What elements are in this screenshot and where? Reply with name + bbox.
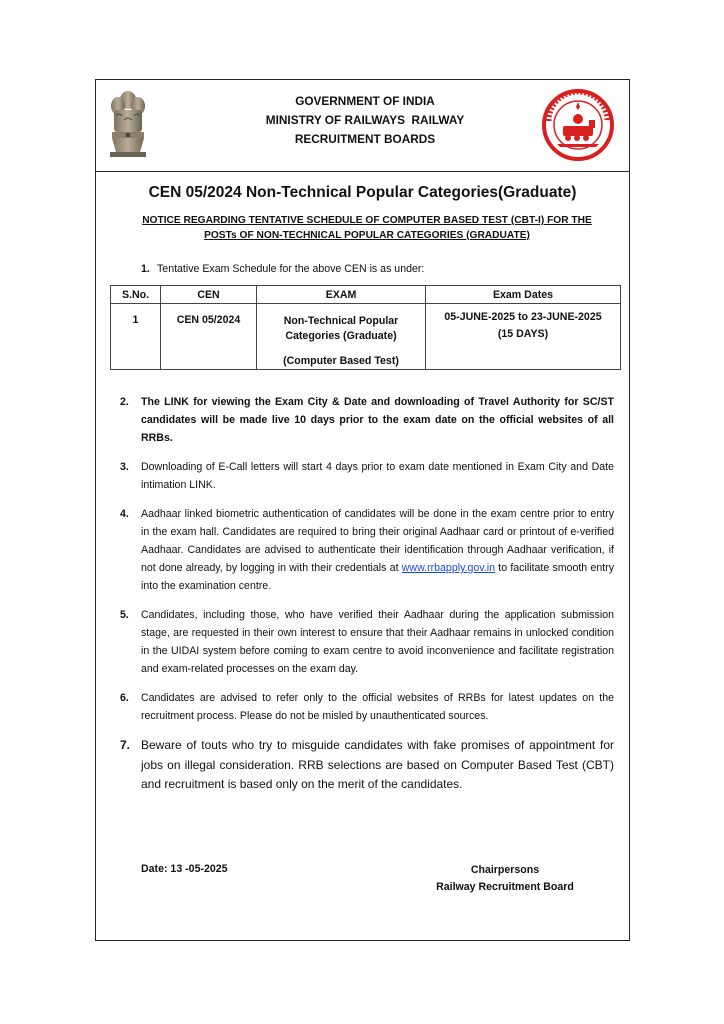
table-row bbox=[111, 304, 621, 370]
list-item-text: Beware of touts who try to misguide candidates with fake promises of appointment for jobs on illegal consideration. RRB selections are based on Computer Based Test (CBT) and recruitment is based only on the merit of the candidates. bbox=[141, 738, 614, 791]
notice-date: Date: 13 -05-2025 bbox=[141, 863, 228, 875]
list-item-text: Candidates are advised to refer only to the official websites of RRBs for latest updates on the recruitment process. Please do not be misled by unauthenticated sources. bbox=[141, 692, 614, 722]
list-item-1 bbox=[141, 263, 424, 275]
cell-sno: 1 bbox=[111, 304, 161, 370]
list-item-number: 2. bbox=[120, 396, 129, 408]
list-item-text bbox=[141, 505, 614, 595]
dates-line-1: 05-JUNE-2025 to 23-JUNE-2025 bbox=[444, 311, 602, 323]
exam-schedule-table bbox=[110, 285, 621, 370]
signatory-organization: Railway Recruitment Board bbox=[436, 881, 574, 893]
notice-heading-line-2: POSTs OF NON-TECHNICAL POPULAR CATEGORIES (GRADUATE) bbox=[204, 230, 530, 241]
cell-exam-dates bbox=[426, 304, 621, 370]
column-header-sno: S.No. bbox=[111, 286, 161, 304]
list-item-7 bbox=[120, 736, 614, 795]
list-item-text: The LINK for viewing the Exam City & Date and downloading of Travel Authority for SC/ST candidates will be made live 10 days prior to the exam date on the official websites of all RRBs. bbox=[141, 396, 614, 444]
dates-line-2: (15 DAYS) bbox=[497, 328, 549, 340]
list-item-2 bbox=[120, 393, 614, 447]
cell-cen: CEN 05/2024 bbox=[161, 304, 257, 370]
header-line-3: RECRUITMENT BOARDS bbox=[294, 132, 436, 146]
page-title: CEN 05/2024 Non-Technical Popular Categories(Graduate) bbox=[148, 184, 577, 201]
signature-block bbox=[410, 862, 600, 896]
exam-line-1: Non-Technical Popular bbox=[283, 315, 399, 327]
list-item-text-part: Aadhaar linked biometric authentication of candidates will be done in the exam centre prior to entry in the exam hall. Candidates are required to bring their original Aadhaar card or printout of e-verified Aadhaar. Candidates are advised to authenticate their identification through Aadhaar verification, if not done already, by logging in with their credentials at bbox=[141, 508, 614, 574]
list-item-number: 4. bbox=[120, 508, 129, 520]
list-item-text: Downloading of E-Call letters will start 4 days prior to exam date mentioned in Exam City and Date intimation LINK. bbox=[141, 461, 614, 491]
table-header-row bbox=[111, 286, 621, 304]
header-line-1: GOVERNMENT OF INDIA bbox=[295, 94, 435, 108]
list-item-number: 1. bbox=[141, 263, 150, 275]
notice-heading-line-1: NOTICE REGARDING TENTATIVE SCHEDULE OF COMPUTER BASED TEST (CBT-I) FOR THE bbox=[142, 215, 592, 226]
list-item-number: 6. bbox=[120, 692, 129, 704]
list-item-5 bbox=[120, 606, 614, 678]
list-item-4 bbox=[120, 505, 614, 595]
list-item-3 bbox=[120, 458, 614, 494]
exam-line-3: (Computer Based Test) bbox=[283, 355, 399, 367]
indian-railways-logo-icon bbox=[541, 88, 615, 162]
column-header-cen: CEN bbox=[161, 286, 257, 304]
header-line-2: MINISTRY OF RAILWAYS RAILWAY bbox=[265, 113, 465, 127]
notice-heading bbox=[112, 213, 622, 243]
rrbapply-link[interactable]: www.rrbapply.gov.in bbox=[401, 562, 496, 574]
column-header-exam-dates: Exam Dates bbox=[426, 286, 621, 304]
list-item-6 bbox=[120, 689, 614, 725]
list-item-text: Candidates, including those, who have verified their Aadhaar during the application submission stage, are requested in their own interest to ensure that their Aadhaar remains in unlocked condition in the UIDAI system before coming to exam centre to avoid inconvenience and facilitate registration and exam-related processes on the exam day. bbox=[141, 609, 614, 675]
exam-line-2: Categories (Graduate) bbox=[285, 330, 397, 342]
header-divider bbox=[95, 171, 630, 172]
national-emblem-icon bbox=[107, 86, 149, 158]
column-header-exam: EXAM bbox=[257, 286, 426, 304]
signatory-title: Chairpersons bbox=[470, 864, 540, 876]
list-item-text-part: to facilitate smooth entry into the examination centre. bbox=[141, 562, 614, 592]
list-item-number: 7. bbox=[120, 738, 131, 752]
list-item-text: Tentative Exam Schedule for the above CEN is as under: bbox=[157, 263, 425, 275]
list-item-number: 3. bbox=[120, 461, 129, 473]
cell-exam bbox=[257, 304, 426, 370]
header-title bbox=[200, 92, 530, 149]
list-item-number: 5. bbox=[120, 609, 129, 621]
